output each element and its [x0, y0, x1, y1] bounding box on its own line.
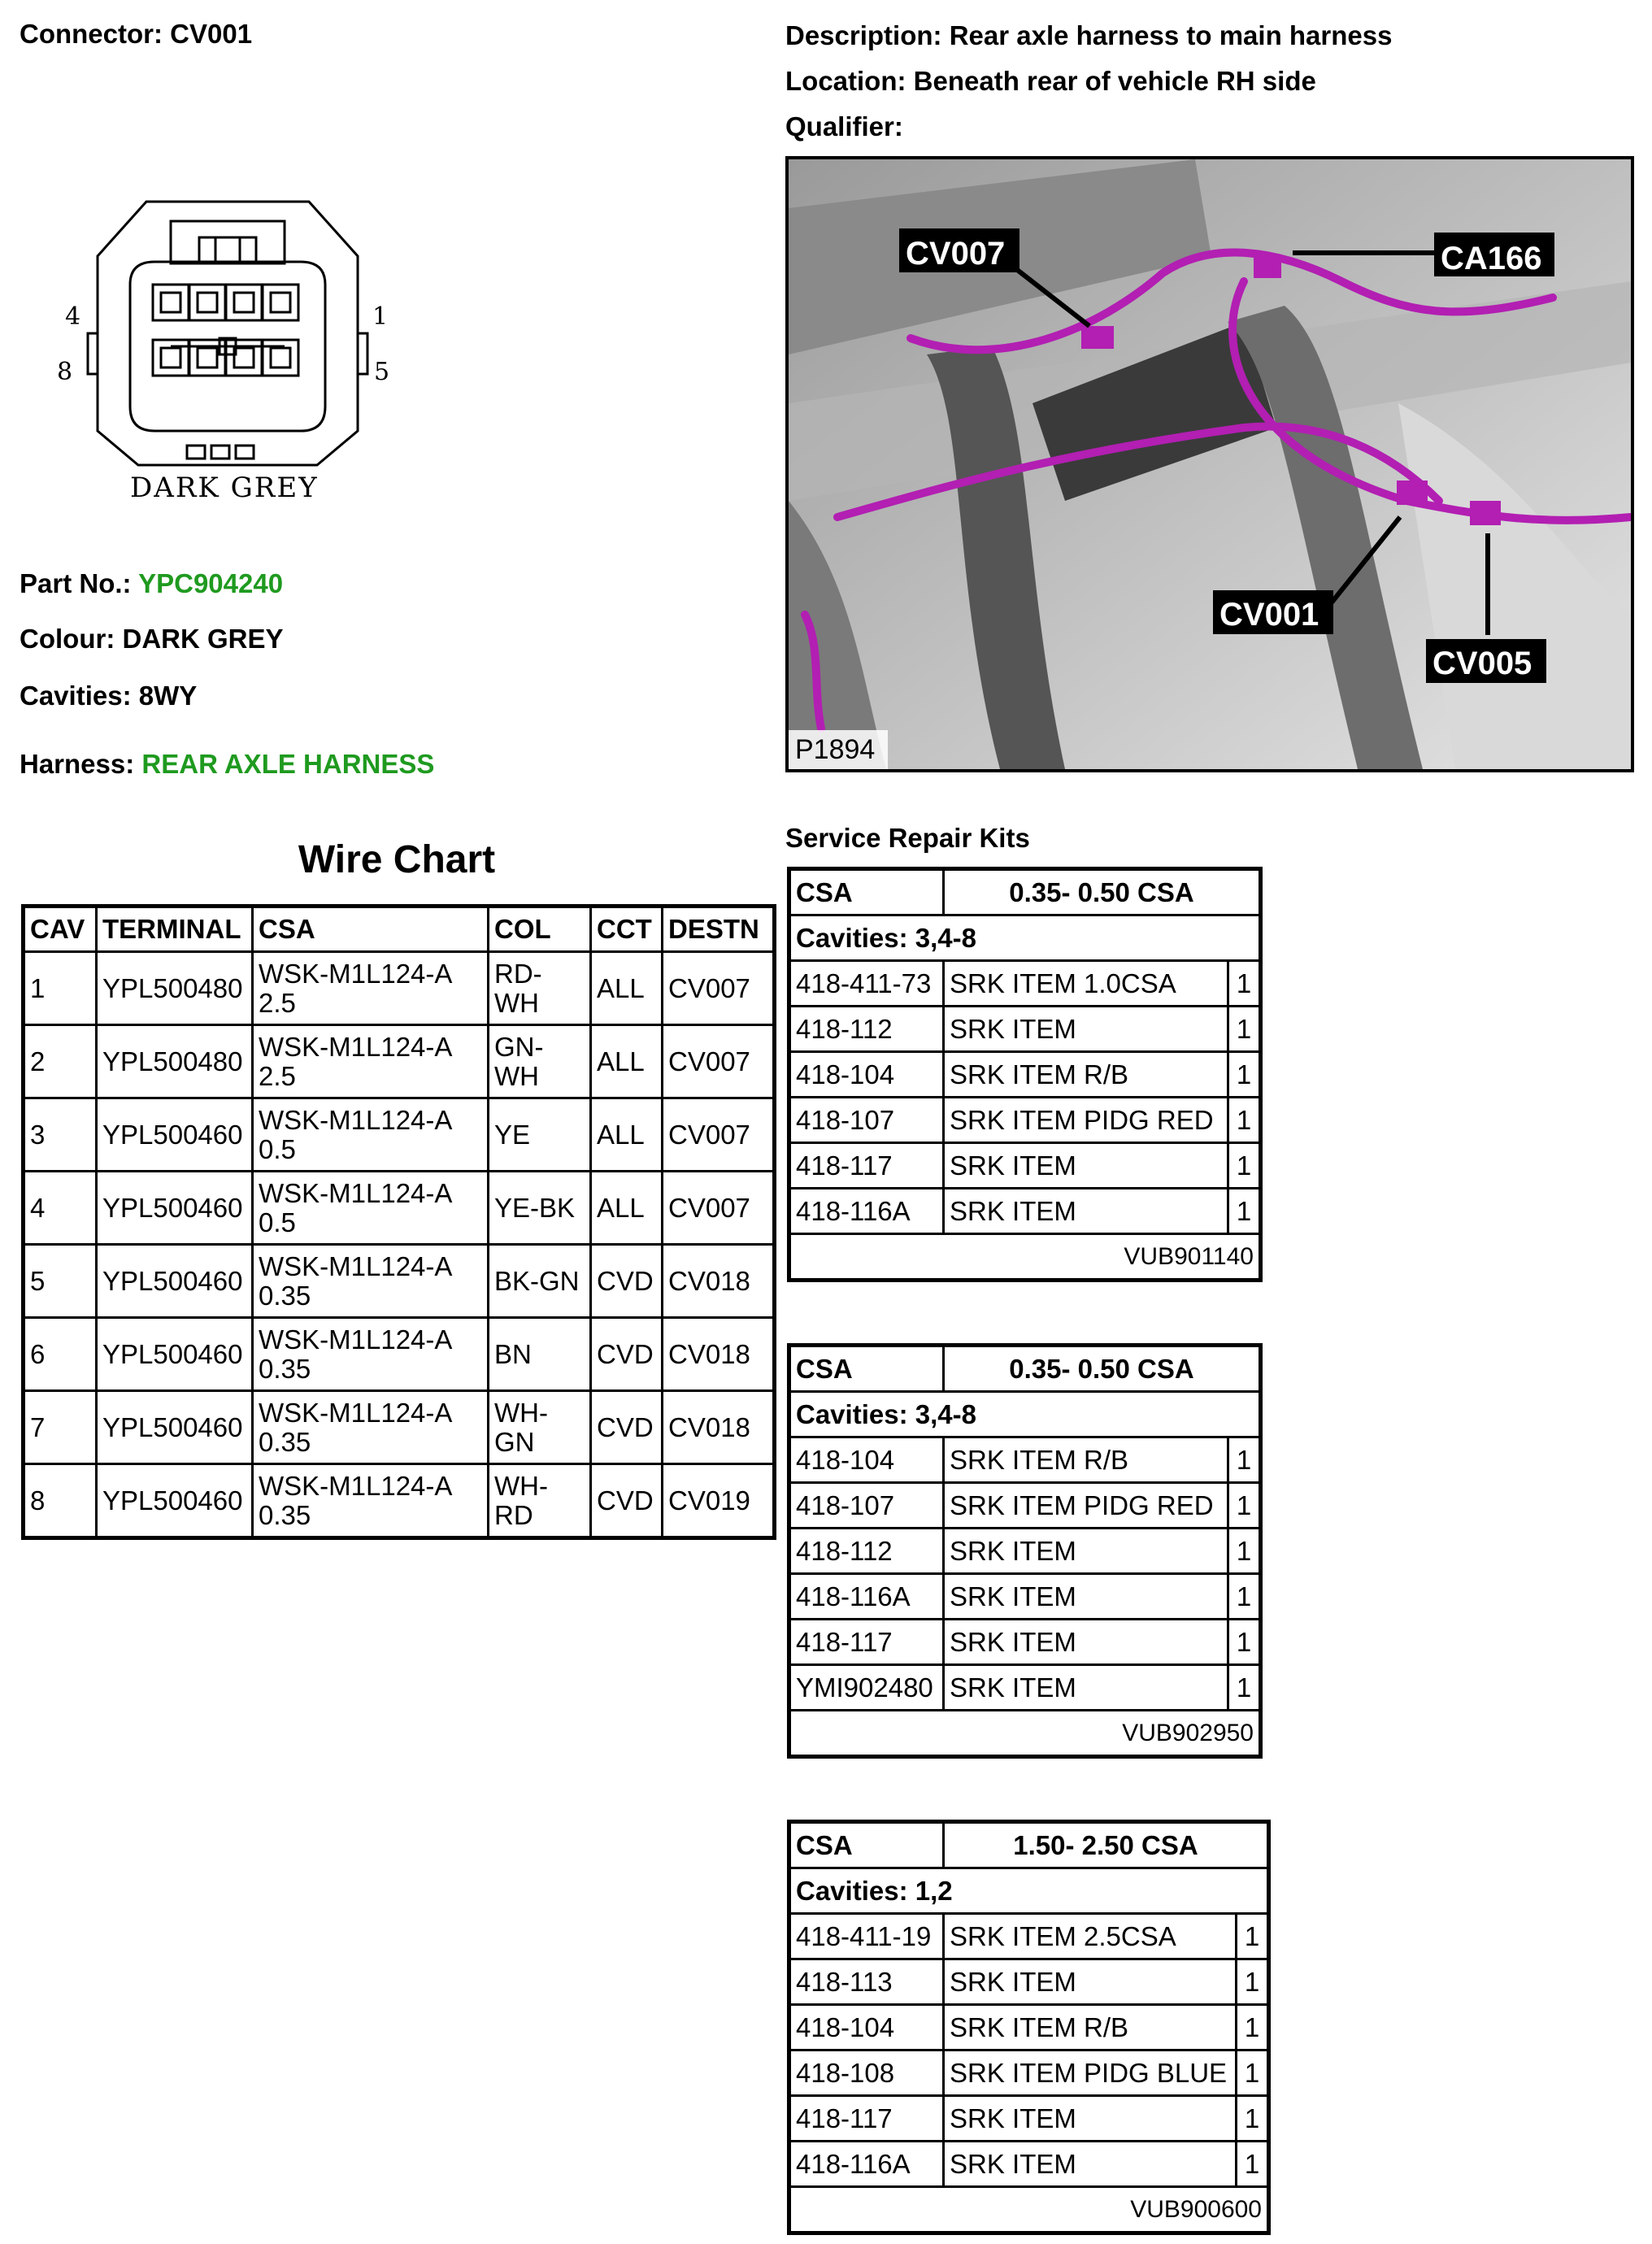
wire-chart-row: [24, 1025, 775, 1098]
pin-label-8: 8: [57, 358, 73, 386]
connector-cavity: [153, 285, 189, 320]
col-header-cav: CAV: [24, 907, 97, 952]
kit-item-code: 418-108: [789, 2050, 944, 2096]
kit-item-code: YMI902480: [789, 1665, 944, 1711]
kit-csa-label: CSA: [789, 1822, 944, 1868]
terminal-cell: [97, 1318, 253, 1391]
destn-link[interactable]: CV018: [668, 1338, 750, 1369]
destn-link[interactable]: CV019: [668, 1485, 750, 1516]
destn-link[interactable]: CV007: [668, 1119, 750, 1150]
cav-cell: [24, 1245, 97, 1318]
wire-chart-row: [24, 1245, 775, 1318]
location-line: [785, 65, 1316, 98]
harness-label: Harness:: [20, 749, 135, 779]
cct-value: ALL: [597, 1119, 645, 1150]
csa-cell: [253, 1318, 489, 1391]
wire-chart-row: [24, 1391, 775, 1464]
kit-item-desc: SRK ITEM: [944, 1620, 1228, 1665]
destn-cell: [663, 1025, 775, 1098]
cct-cell: [591, 1172, 663, 1245]
cct-value: CVD: [597, 1338, 654, 1369]
colour-code: RD-: [494, 958, 542, 989]
kit-item-qty: 1: [1228, 1007, 1261, 1052]
terminal-value: YPL500460: [102, 1192, 243, 1223]
kit-item-qty: 1: [1228, 1098, 1261, 1143]
connector-cavity: [189, 285, 225, 320]
colour-code-2: GN: [494, 1426, 535, 1457]
col-cell: [489, 1318, 591, 1391]
pin-label-1: 1: [372, 302, 389, 331]
csa-cell: [253, 1464, 489, 1538]
col-header-destn: DESTN: [663, 907, 775, 952]
connector-face-diagram: [49, 187, 406, 512]
kit-item-row: [789, 1143, 1261, 1189]
wire-chart-title: Wire Chart: [298, 838, 496, 881]
kit-item-row: [789, 1529, 1261, 1574]
kit-item-desc: SRK ITEM PIDG BLUE: [944, 2050, 1237, 2096]
kit-item-row: [789, 2142, 1269, 2187]
description-line: [785, 20, 1392, 52]
connector-id: CV001: [170, 19, 253, 49]
pin-label-4: 4: [65, 302, 81, 331]
connector-terminal: [234, 293, 254, 312]
cavities-label: Cavities:: [20, 681, 132, 711]
kit-item-desc: SRK ITEM: [944, 1143, 1228, 1189]
kit-item-desc: SRK ITEM: [944, 1665, 1228, 1711]
terminal-cell: [97, 1025, 253, 1098]
kit-item-qty: 1: [1237, 2096, 1269, 2142]
kit-item-code: 418-117: [789, 1620, 944, 1665]
connector-cavity: [226, 285, 262, 320]
csa-size: 0.35: [259, 1426, 311, 1457]
kit-item-row: [789, 2005, 1269, 2050]
destn-cell: [663, 1464, 775, 1538]
csa-size: 0.5: [259, 1207, 296, 1237]
connector-cavity: [263, 285, 298, 320]
terminal-value: YPL500480: [102, 972, 243, 1003]
kit-item-code: 418-104: [789, 2005, 944, 2050]
kit-item-row: [789, 2096, 1269, 2142]
kit-item-row: [789, 1574, 1261, 1620]
kit-item-code: 418-107: [789, 1098, 944, 1143]
kit-item-code: 418-104: [789, 1052, 944, 1098]
csa-cell: [253, 1391, 489, 1464]
connector-heading: [20, 18, 252, 50]
csa-size: 0.5: [259, 1133, 296, 1164]
cct-cell: [591, 1464, 663, 1538]
destn-link[interactable]: CV018: [668, 1411, 750, 1442]
kit-item-code: 418-116A: [789, 2142, 944, 2187]
kit-item-row: [789, 1437, 1261, 1483]
kit-header-row: [789, 869, 1261, 915]
kit-item-row: [789, 1189, 1261, 1234]
service-repair-kit-table: [787, 867, 1263, 1282]
kit-item-qty: 1: [1228, 1665, 1261, 1711]
colour-label: Colour:: [20, 624, 115, 654]
kit-ref-row: [789, 1234, 1261, 1281]
kit-item-row: [789, 1620, 1261, 1665]
colour-code: YE: [494, 1119, 531, 1150]
kit-item-qty: 1: [1237, 2005, 1269, 2050]
part-no-line: [20, 568, 283, 600]
cct-value: ALL: [597, 972, 645, 1003]
kit-item-row: [789, 1483, 1261, 1529]
wire-chart-row: [24, 1172, 775, 1245]
terminal-value: YPL500460: [102, 1411, 243, 1442]
qualifier-label: Qualifier:: [785, 111, 903, 141]
kit-cavities: Cavities: 3,4-8: [789, 1392, 1261, 1437]
cav-cell: [24, 1318, 97, 1391]
kit-csa-range: 1.50- 2.50 CSA: [944, 1822, 1269, 1868]
terminal-cell: [97, 1098, 253, 1172]
terminal-value: YPL500460: [102, 1119, 243, 1150]
kit-item-desc: SRK ITEM R/B: [944, 1437, 1228, 1483]
cct-cell: [591, 1318, 663, 1391]
kit-item-code: 418-113: [789, 1959, 944, 2005]
terminal-value: YPL500460: [102, 1338, 243, 1369]
kit-header-row: [789, 1346, 1261, 1392]
kit-item-row: [789, 1007, 1261, 1052]
kit-item-qty: 1: [1228, 1529, 1261, 1574]
kit-item-desc: SRK ITEM 2.5CSA: [944, 1914, 1237, 1959]
col-cell: [489, 1391, 591, 1464]
cav-cell: [24, 1464, 97, 1538]
location-value: Beneath rear of vehicle RH side: [913, 66, 1316, 96]
kit-item-code: 418-117: [789, 2096, 944, 2142]
pin-label-5: 5: [374, 358, 390, 386]
col-cell: [489, 1464, 591, 1538]
kit-ref: VUB902950: [789, 1711, 1261, 1757]
connector-terminal: [198, 348, 217, 367]
wire-chart-row: [24, 952, 775, 1025]
cav-value: 7: [30, 1411, 46, 1442]
kit-header-row: [789, 1822, 1269, 1868]
connector-terminal: [161, 293, 180, 312]
destn-cell: [663, 1245, 775, 1318]
kit-item-code: 418-116A: [789, 1574, 944, 1620]
cct-cell: [591, 1025, 663, 1098]
kit-ref: VUB900600: [789, 2187, 1269, 2233]
kit-item-code: 418-411-73: [789, 961, 944, 1007]
harness-link[interactable]: REAR AXLE HARNESS: [141, 749, 435, 779]
kit-cavities-row: [789, 1868, 1269, 1914]
terminal-value: YPL500460: [102, 1485, 243, 1516]
kit-item-code: 418-112: [789, 1529, 944, 1574]
cct-cell: [591, 952, 663, 1025]
kit-item-code: 418-117: [789, 1143, 944, 1189]
kit-item-desc: SRK ITEM: [944, 1959, 1237, 2005]
kit-item-row: [789, 2050, 1269, 2096]
kit-cavities-row: [789, 915, 1261, 961]
connector-terminal: [271, 348, 290, 367]
kit-ref: VUB901140: [789, 1234, 1261, 1281]
cav-value: 2: [30, 1046, 46, 1076]
kit-item-row: [789, 1914, 1269, 1959]
colour-code: GN-: [494, 1031, 544, 1062]
cav-value: 4: [30, 1192, 46, 1223]
colour-code: BN: [494, 1338, 532, 1369]
description-label: Description:: [785, 20, 942, 50]
kit-item-desc: SRK ITEM PIDG RED: [944, 1098, 1228, 1143]
csa-size: 2.5: [259, 987, 296, 1018]
col-header-csa: CSA: [253, 907, 489, 952]
destn-cell: [663, 952, 775, 1025]
kit-item-row: [789, 1665, 1261, 1711]
kit-item-desc: SRK ITEM 1.0CSA: [944, 961, 1228, 1007]
destn-cell: [663, 1391, 775, 1464]
terminal-cell: [97, 1245, 253, 1318]
kit-csa-label: CSA: [789, 1346, 944, 1392]
kit-item-code: 418-104: [789, 1437, 944, 1483]
kit-item-qty: 1: [1237, 1914, 1269, 1959]
csa-spec: WSK-M1L124-A: [259, 1177, 453, 1208]
destn-cell: [663, 1318, 775, 1391]
connector-terminal: [198, 293, 217, 312]
kit-ref-row: [789, 2187, 1269, 2233]
csa-cell: [253, 1098, 489, 1172]
csa-cell: [253, 1025, 489, 1098]
csa-spec: WSK-M1L124-A: [259, 1470, 453, 1501]
csa-spec: WSK-M1L124-A: [259, 1397, 453, 1428]
col-cell: [489, 1172, 591, 1245]
kit-item-desc: SRK ITEM PIDG RED: [944, 1483, 1228, 1529]
colour-code-2: WH: [494, 1060, 539, 1091]
callout-cv005: CV005: [1432, 646, 1532, 681]
destn-link[interactable]: CV007: [668, 972, 750, 1003]
kit-ref-row: [789, 1711, 1261, 1757]
cav-value: 3: [30, 1119, 46, 1150]
kit-item-desc: SRK ITEM: [944, 1189, 1228, 1234]
destn-cell: [663, 1172, 775, 1245]
callout-ca166: CA166: [1441, 241, 1542, 276]
colour-code-2: RD: [494, 1499, 533, 1530]
kit-item-desc: SRK ITEM: [944, 1529, 1228, 1574]
col-header-cct: CCT: [591, 907, 663, 952]
kit-item-code: 418-411-19: [789, 1914, 944, 1959]
cct-value: ALL: [597, 1046, 645, 1076]
kit-item-code: 418-112: [789, 1007, 944, 1052]
cav-cell: [24, 952, 97, 1025]
cavities-value: 8WY: [138, 681, 198, 711]
col-cell: [489, 1098, 591, 1172]
qualifier-line: [785, 111, 903, 143]
cav-value: 5: [30, 1265, 46, 1296]
cav-value: 6: [30, 1338, 46, 1369]
kit-cavities-row: [789, 1392, 1261, 1437]
cav-cell: [24, 1098, 97, 1172]
wire-chart-row: [24, 1318, 775, 1391]
csa-size: 0.35: [259, 1280, 311, 1311]
wire-chart-header-row: [24, 907, 775, 952]
callout-cv001: CV001: [1219, 597, 1319, 633]
kit-item-row: [789, 1052, 1261, 1098]
kit-item-code: 418-116A: [789, 1189, 944, 1234]
kit-csa-range: 0.35- 0.50 CSA: [944, 1346, 1261, 1392]
kit-item-qty: 1: [1228, 961, 1261, 1007]
kit-cavities: Cavities: 3,4-8: [789, 915, 1261, 961]
kit-item-qty: 1: [1237, 1959, 1269, 2005]
connector-terminal: [161, 348, 180, 367]
csa-spec: WSK-M1L124-A: [259, 1104, 453, 1135]
cav-value: 1: [30, 972, 46, 1003]
service-repair-kits-title: Service Repair Kits: [785, 823, 1030, 853]
terminal-cell: [97, 952, 253, 1025]
figure-id: P1894: [795, 734, 876, 765]
csa-cell: [253, 1172, 489, 1245]
kit-item-desc: SRK ITEM: [944, 2096, 1237, 2142]
kit-item-qty: 1: [1237, 2050, 1269, 2096]
cct-value: CVD: [597, 1265, 654, 1296]
connector-label: Connector:: [20, 19, 163, 49]
col-cell: [489, 1025, 591, 1098]
callout-cv007: CV007: [906, 236, 1006, 272]
connector-terminal: [234, 348, 254, 367]
col-header-col: COL: [489, 907, 591, 952]
kit-item-qty: 1: [1237, 2142, 1269, 2187]
wire-chart-row: [24, 1464, 775, 1538]
harness-line: [20, 748, 434, 781]
wire-chart-table: [21, 904, 776, 1540]
wire-chart-row: [24, 1098, 775, 1172]
csa-cell: [253, 1245, 489, 1318]
kit-item-desc: SRK ITEM: [944, 2142, 1237, 2187]
kit-item-qty: 1: [1228, 1437, 1261, 1483]
cct-cell: [591, 1391, 663, 1464]
kit-item-desc: SRK ITEM: [944, 1007, 1228, 1052]
diagram-colour-text: DARK GREY: [130, 472, 319, 504]
kit-item-desc: SRK ITEM: [944, 1574, 1228, 1620]
kit-csa-range: 0.35- 0.50 CSA: [944, 869, 1261, 915]
col-header-terminal: TERMINAL: [97, 907, 253, 952]
colour-code: BK-GN: [494, 1265, 580, 1296]
csa-size: 2.5: [259, 1060, 296, 1091]
terminal-value: YPL500480: [102, 1046, 243, 1076]
cct-value: ALL: [597, 1192, 645, 1223]
destn-cell: [663, 1098, 775, 1172]
cav-cell: [24, 1025, 97, 1098]
col-cell: [489, 1245, 591, 1318]
part-no-link[interactable]: YPC904240: [138, 568, 284, 598]
kit-csa-label: CSA: [789, 869, 944, 915]
colour-code: WH-: [494, 1397, 548, 1428]
csa-spec: WSK-M1L124-A: [259, 1031, 453, 1062]
csa-spec: WSK-M1L124-A: [259, 958, 453, 989]
colour-value: DARK GREY: [122, 624, 284, 654]
terminal-value: YPL500460: [102, 1265, 243, 1296]
kit-item-row: [789, 961, 1261, 1007]
kit-item-qty: 1: [1228, 1620, 1261, 1665]
colour-line: [20, 623, 284, 655]
terminal-cell: [97, 1391, 253, 1464]
part-no-label: Part No.:: [20, 568, 132, 598]
csa-spec: WSK-M1L124-A: [259, 1250, 453, 1281]
kit-item-row: [789, 1098, 1261, 1143]
description-value: Rear axle harness to main harness: [949, 20, 1393, 50]
cav-cell: [24, 1172, 97, 1245]
cavities-line: [20, 680, 197, 712]
destn-link[interactable]: CV018: [668, 1265, 750, 1296]
csa-size: 0.35: [259, 1499, 311, 1530]
terminal-cell: [97, 1172, 253, 1245]
cav-value: 8: [30, 1485, 46, 1516]
col-cell: [489, 952, 591, 1025]
kit-item-qty: 1: [1228, 1143, 1261, 1189]
colour-code: YE-BK: [494, 1192, 576, 1223]
connector-terminal: [271, 293, 290, 312]
cct-cell: [591, 1245, 663, 1318]
service-repair-kit-table: [787, 1820, 1271, 2235]
csa-cell: [253, 952, 489, 1025]
cct-value: CVD: [597, 1485, 654, 1516]
csa-spec: WSK-M1L124-A: [259, 1324, 453, 1355]
kit-item-desc: SRK ITEM R/B: [944, 2005, 1237, 2050]
kit-item-qty: 1: [1228, 1574, 1261, 1620]
kit-cavities: Cavities: 1,2: [789, 1868, 1269, 1914]
kit-item-qty: 1: [1228, 1052, 1261, 1098]
service-repair-kit-table: [787, 1343, 1263, 1759]
location-label: Location:: [785, 66, 906, 96]
cav-cell: [24, 1391, 97, 1464]
kit-item-code: 418-107: [789, 1483, 944, 1529]
terminal-cell: [97, 1464, 253, 1538]
colour-code-2: WH: [494, 987, 539, 1018]
kit-item-qty: 1: [1228, 1483, 1261, 1529]
vehicle-location-photo: [785, 156, 1634, 772]
csa-size: 0.35: [259, 1353, 311, 1384]
cct-cell: [591, 1098, 663, 1172]
kit-item-qty: 1: [1228, 1189, 1261, 1234]
destn-link[interactable]: CV007: [668, 1192, 750, 1223]
cct-value: CVD: [597, 1411, 654, 1442]
colour-code: WH-: [494, 1470, 548, 1501]
kit-item-row: [789, 1959, 1269, 2005]
kit-item-desc: SRK ITEM R/B: [944, 1052, 1228, 1098]
destn-link[interactable]: CV007: [668, 1046, 750, 1076]
